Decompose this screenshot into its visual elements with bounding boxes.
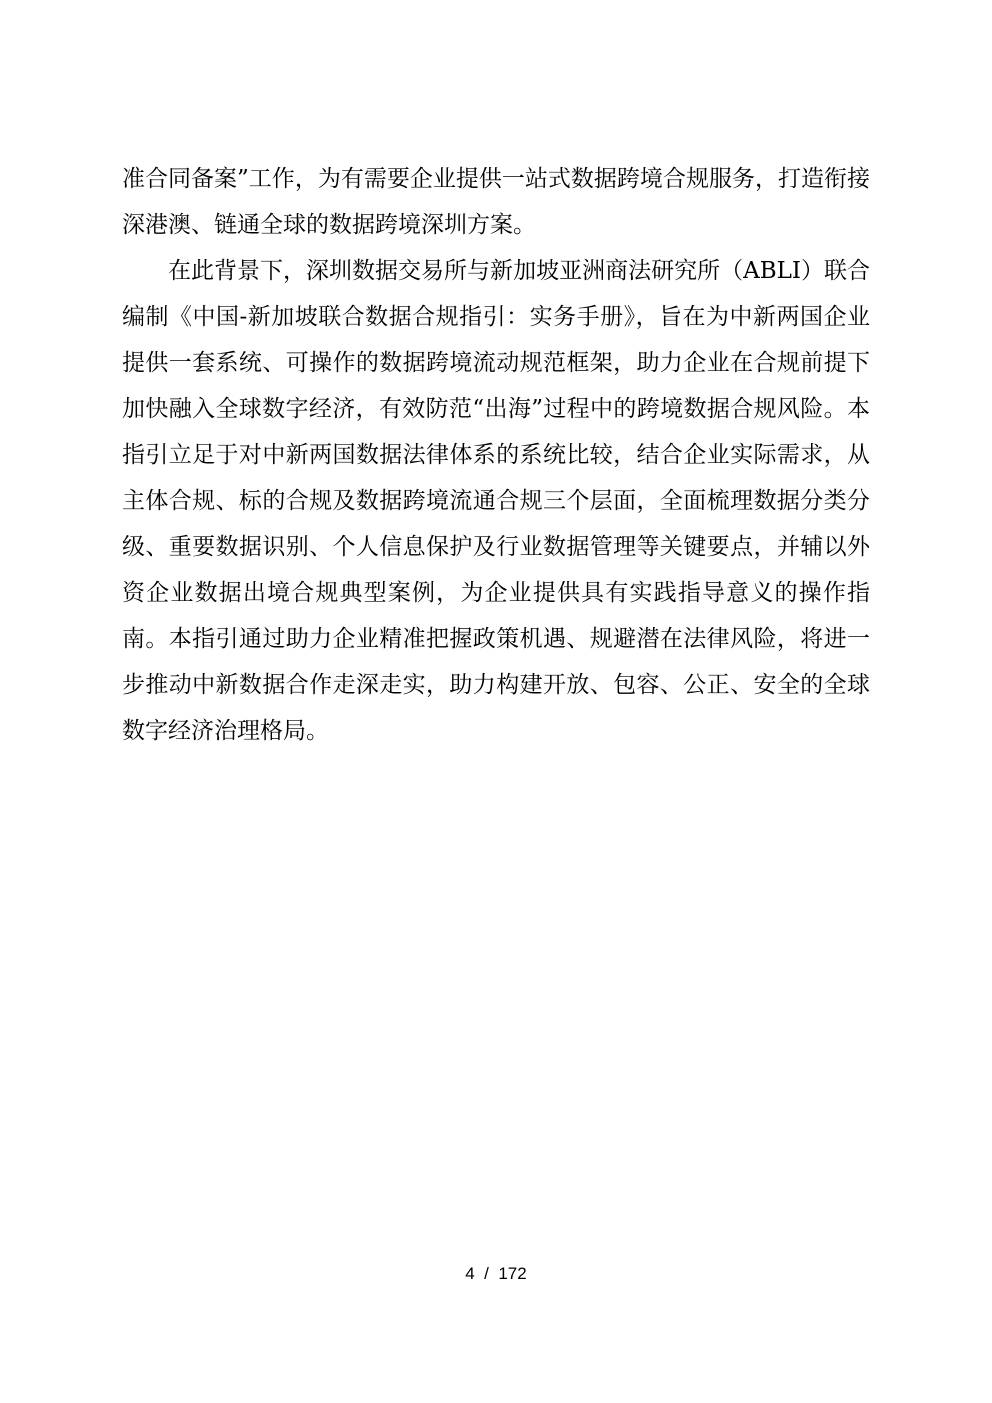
page-number: 4 / 172 (465, 1264, 527, 1283)
document-body (122, 156, 870, 754)
paragraph-background: 在此背景下，深圳数据交易所与新加坡亚洲商法研究所（ABLI）联合编制《中国-新加坡联合数据合规指引：实务手册》，旨在为中新两国企业提供一套系统、可操作的数据跨境流动规范框架，助力企业在合规前提下加快融入全球数字经济，有效防范“出海”过程中的跨境数据合规风险。本指引立足于对中新两国数据法律体系的系统比较，结合企业实际需求，从主体合规、标的合规及数据跨境流通合规三个层面，全面梳理数据分类分级、重要数据识别、个人信息保护及行业数据管理等关键要点，并辅以外资企业数据出境合规典型案例，为企业提供具有实践指导意义的操作指南。本指引通过助力企业精准把握政策机遇、规避潜在法律风险，将进一步推动中新数据合作走深走实，助力构建开放、包容、公正、安全的全球数字经济治理格局。 (122, 258, 870, 744)
paragraph-continued: 准合同备案”工作，为有需要企业提供一站式数据跨境合规服务，打造衔接深港澳、链通全球的数据跨境深圳方案。 (122, 166, 870, 238)
